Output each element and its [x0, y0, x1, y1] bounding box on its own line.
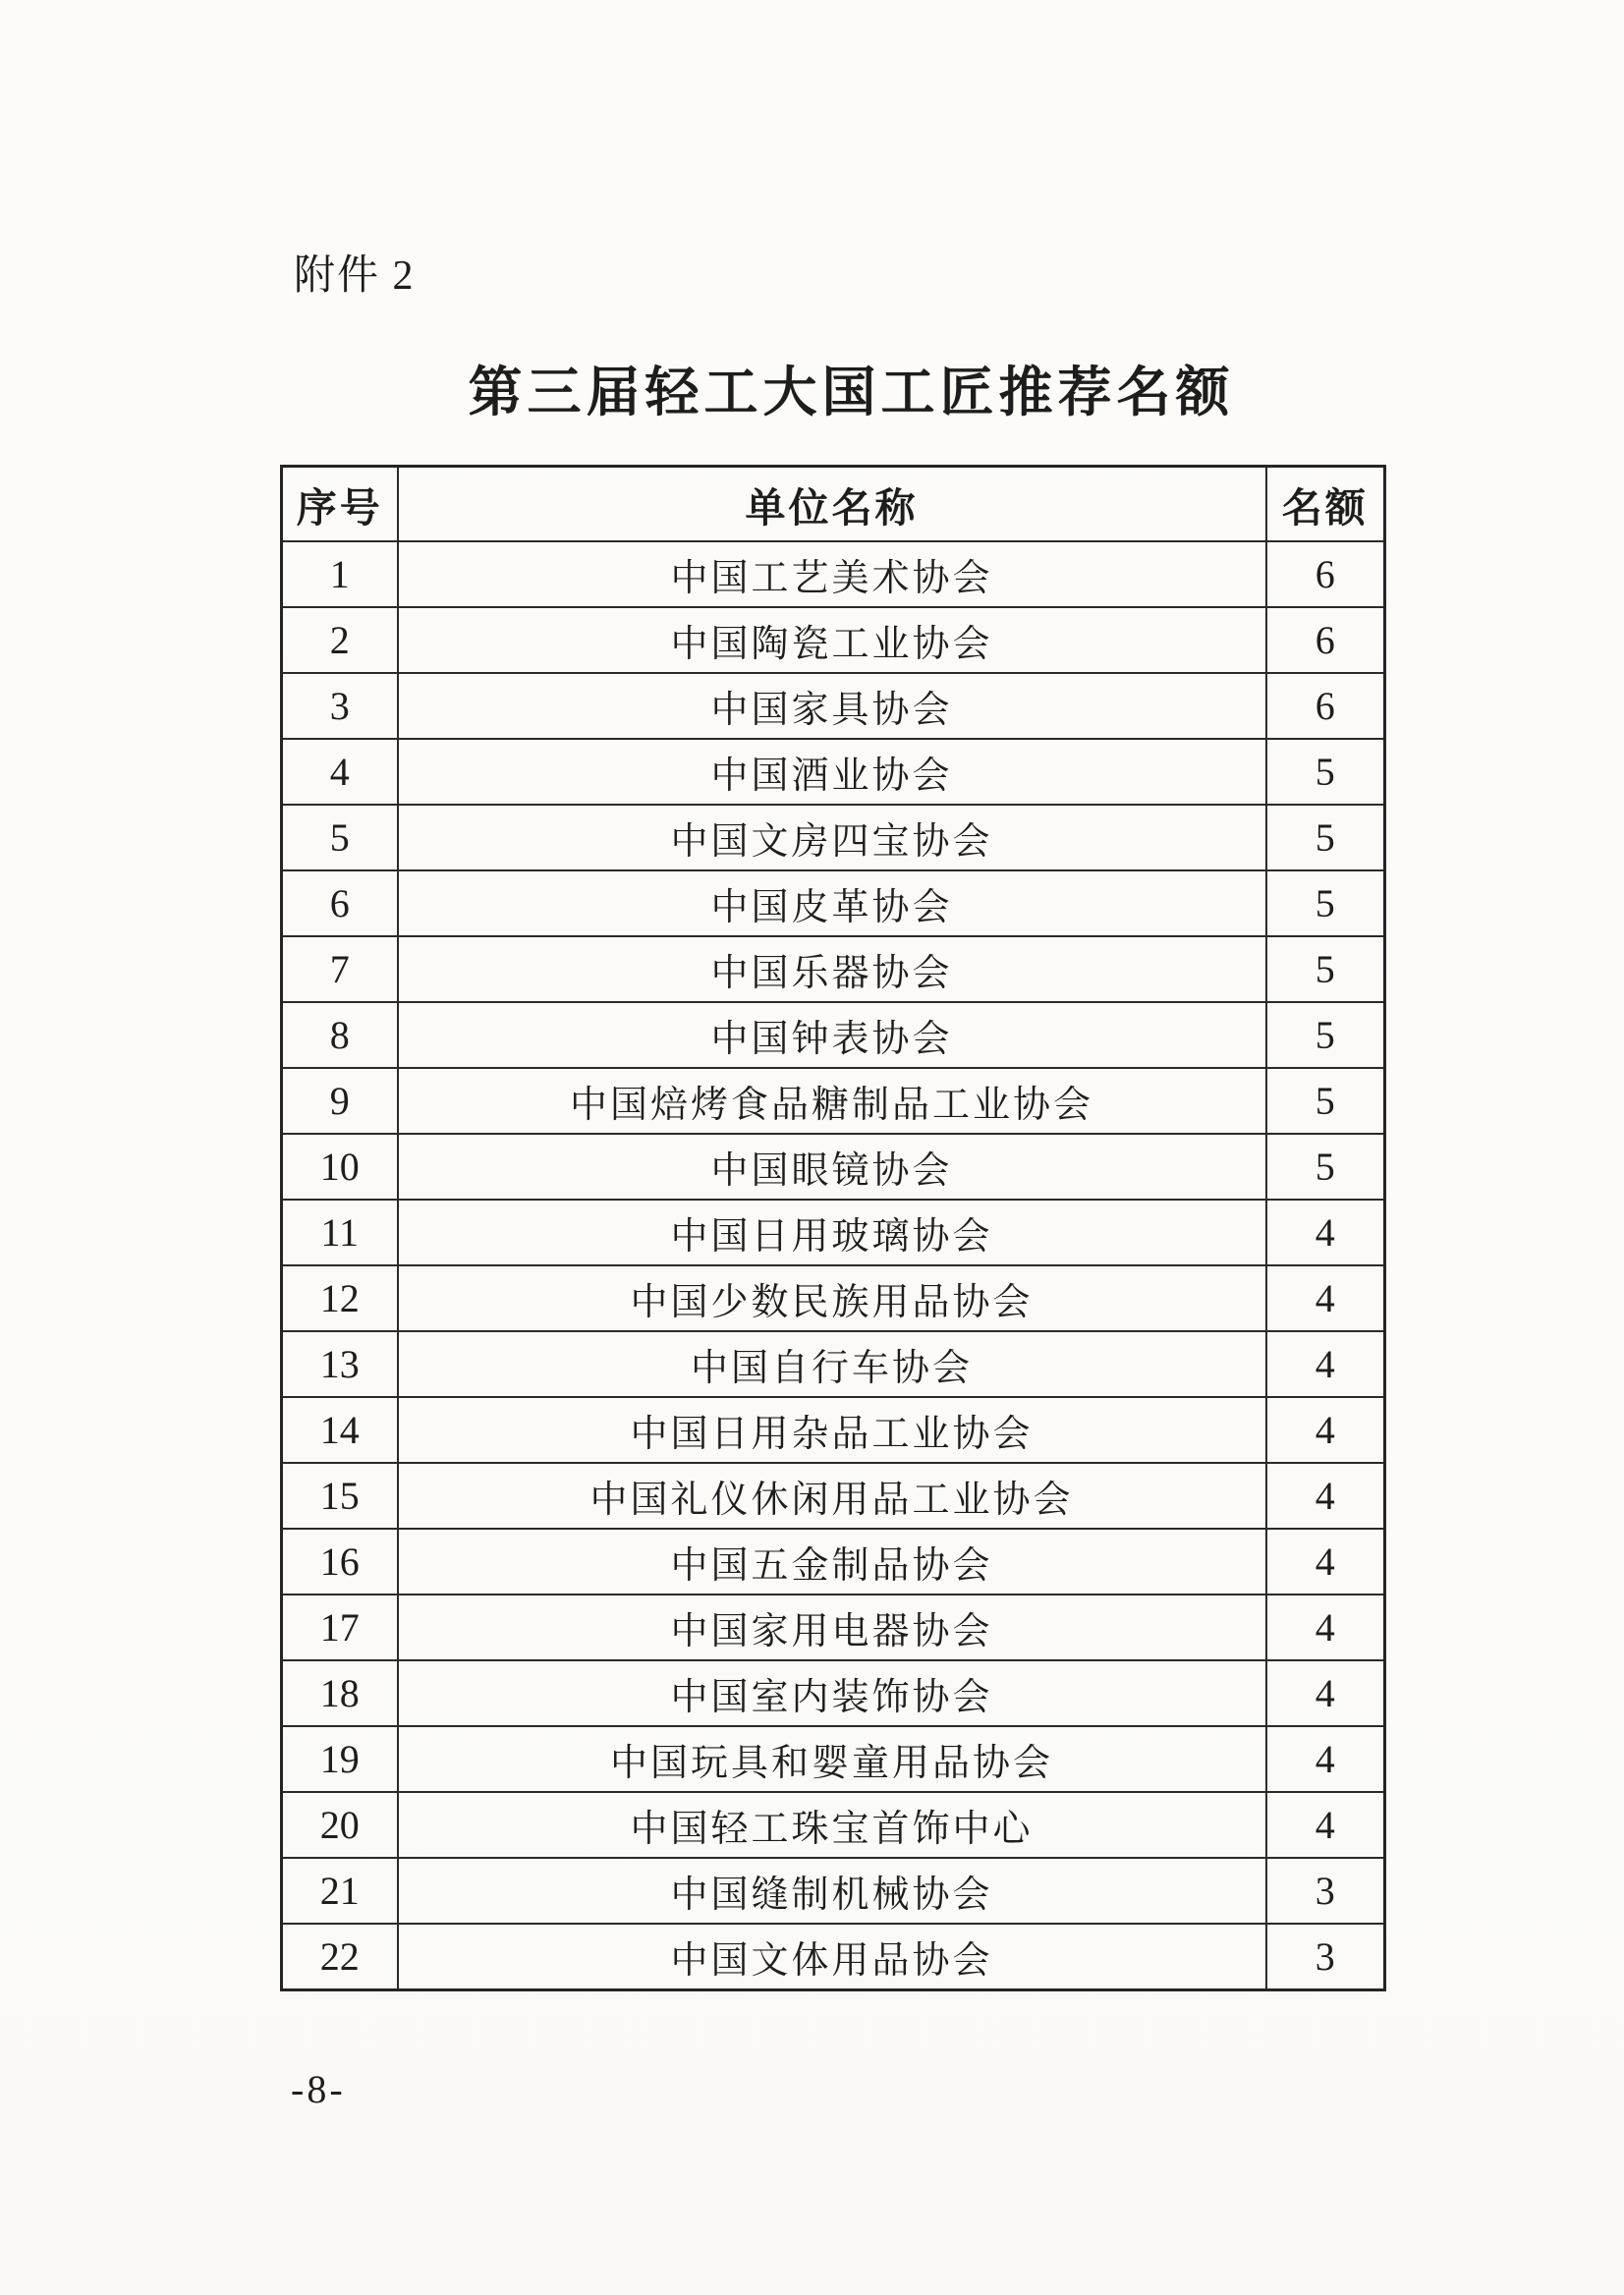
- serial-number-cell: 15: [282, 1463, 398, 1529]
- table-row: [282, 936, 1385, 1002]
- serial-number-cell: 22: [282, 1924, 398, 1990]
- quota-cell: 4: [1266, 1595, 1385, 1660]
- serial-number-cell: 10: [282, 1134, 398, 1200]
- attachment-label: 附件 2: [294, 253, 416, 299]
- table-row: [282, 870, 1385, 936]
- quota-cell: 4: [1266, 1726, 1385, 1792]
- unit-name-cell: 中国缝制机械协会: [398, 1858, 1266, 1924]
- unit-name-cell: 中国焙烤食品糖制品工业协会: [398, 1068, 1266, 1134]
- unit-name-cell: 中国工艺美术协会: [398, 541, 1266, 607]
- table-row: [282, 739, 1385, 805]
- table-row: [282, 1858, 1385, 1924]
- serial-number-cell: 2: [282, 607, 398, 673]
- unit-name-cell: 中国文体用品协会: [398, 1924, 1266, 1990]
- table-row: [282, 541, 1385, 607]
- quota-cell: 6: [1266, 541, 1385, 607]
- table-row: [282, 1068, 1385, 1134]
- serial-number-cell: 11: [282, 1200, 398, 1265]
- quota-cell: 5: [1266, 870, 1385, 936]
- unit-name-cell: 中国皮革协会: [398, 870, 1266, 936]
- table-row: [282, 1397, 1385, 1463]
- quota-cell: 5: [1266, 805, 1385, 870]
- unit-name-cell: 中国乐器协会: [398, 936, 1266, 1002]
- quota-cell: 4: [1266, 1792, 1385, 1858]
- table-header-row: [282, 467, 1385, 542]
- unit-name-cell: 中国轻工珠宝首饰中心: [398, 1792, 1266, 1858]
- serial-number-cell: 21: [282, 1858, 398, 1924]
- header-unit-name: 单位名称: [398, 467, 1266, 542]
- page-number: -8-: [291, 2067, 346, 2111]
- quota-cell: 5: [1266, 1068, 1385, 1134]
- table-row: [282, 1529, 1385, 1595]
- serial-number-cell: 16: [282, 1529, 398, 1595]
- quota-cell: 4: [1266, 1397, 1385, 1463]
- table-row: [282, 1726, 1385, 1792]
- serial-number-cell: 19: [282, 1726, 398, 1792]
- unit-name-cell: 中国玩具和婴童用品协会: [398, 1726, 1266, 1792]
- table-row: [282, 607, 1385, 673]
- table-row: [282, 1595, 1385, 1660]
- page-title: 第三届轻工大国工匠推荐名额: [468, 362, 1235, 422]
- serial-number-cell: 17: [282, 1595, 398, 1660]
- serial-number-cell: 13: [282, 1331, 398, 1397]
- header-quota: 名额: [1266, 467, 1385, 542]
- serial-number-cell: 8: [282, 1002, 398, 1068]
- unit-name-cell: 中国陶瓷工业协会: [398, 607, 1266, 673]
- unit-name-cell: 中国日用杂品工业协会: [398, 1397, 1266, 1463]
- quota-cell: 6: [1266, 673, 1385, 739]
- serial-number-cell: 12: [282, 1265, 398, 1331]
- unit-name-cell: 中国钟表协会: [398, 1002, 1266, 1068]
- quota-cell: 3: [1266, 1858, 1385, 1924]
- table-row: [282, 1660, 1385, 1726]
- serial-number-cell: 4: [282, 739, 398, 805]
- serial-number-cell: 18: [282, 1660, 398, 1726]
- unit-name-cell: 中国日用玻璃协会: [398, 1200, 1266, 1265]
- unit-name-cell: 中国文房四宝协会: [398, 805, 1266, 870]
- quota-cell: 3: [1266, 1924, 1385, 1990]
- quota-cell: 4: [1266, 1660, 1385, 1726]
- serial-number-cell: 7: [282, 936, 398, 1002]
- serial-number-cell: 1: [282, 541, 398, 607]
- serial-number-cell: 5: [282, 805, 398, 870]
- table-row: [282, 1924, 1385, 1990]
- table-row: [282, 1265, 1385, 1331]
- serial-number-cell: 20: [282, 1792, 398, 1858]
- quota-table: [280, 465, 1386, 1991]
- quota-cell: 4: [1266, 1200, 1385, 1265]
- unit-name-cell: 中国室内装饰协会: [398, 1660, 1266, 1726]
- serial-number-cell: 3: [282, 673, 398, 739]
- unit-name-cell: 中国眼镜协会: [398, 1134, 1266, 1200]
- table-row: [282, 805, 1385, 870]
- serial-number-cell: 9: [282, 1068, 398, 1134]
- header-serial-number: 序号: [282, 467, 398, 542]
- table-body: [282, 541, 1385, 1990]
- unit-name-cell: 中国自行车协会: [398, 1331, 1266, 1397]
- serial-number-cell: 14: [282, 1397, 398, 1463]
- table-row: [282, 1002, 1385, 1068]
- unit-name-cell: 中国酒业协会: [398, 739, 1266, 805]
- table-row: [282, 1134, 1385, 1200]
- quota-cell: 5: [1266, 936, 1385, 1002]
- unit-name-cell: 中国家用电器协会: [398, 1595, 1266, 1660]
- unit-name-cell: 中国少数民族用品协会: [398, 1265, 1266, 1331]
- quota-cell: 4: [1266, 1463, 1385, 1529]
- table-row: [282, 1463, 1385, 1529]
- quota-cell: 4: [1266, 1529, 1385, 1595]
- serial-number-cell: 6: [282, 870, 398, 936]
- table-header: [282, 467, 1385, 542]
- table-row: [282, 1792, 1385, 1858]
- unit-name-cell: 中国家具协会: [398, 673, 1266, 739]
- unit-name-cell: 中国礼仪休闲用品工业协会: [398, 1463, 1266, 1529]
- table-row: [282, 673, 1385, 739]
- table-row: [282, 1200, 1385, 1265]
- quota-cell: 4: [1266, 1265, 1385, 1331]
- quota-cell: 4: [1266, 1331, 1385, 1397]
- unit-name-cell: 中国五金制品协会: [398, 1529, 1266, 1595]
- table-row: [282, 1331, 1385, 1397]
- quota-cell: 6: [1266, 607, 1385, 673]
- quota-cell: 5: [1266, 1134, 1385, 1200]
- quota-cell: 5: [1266, 739, 1385, 805]
- quota-cell: 5: [1266, 1002, 1385, 1068]
